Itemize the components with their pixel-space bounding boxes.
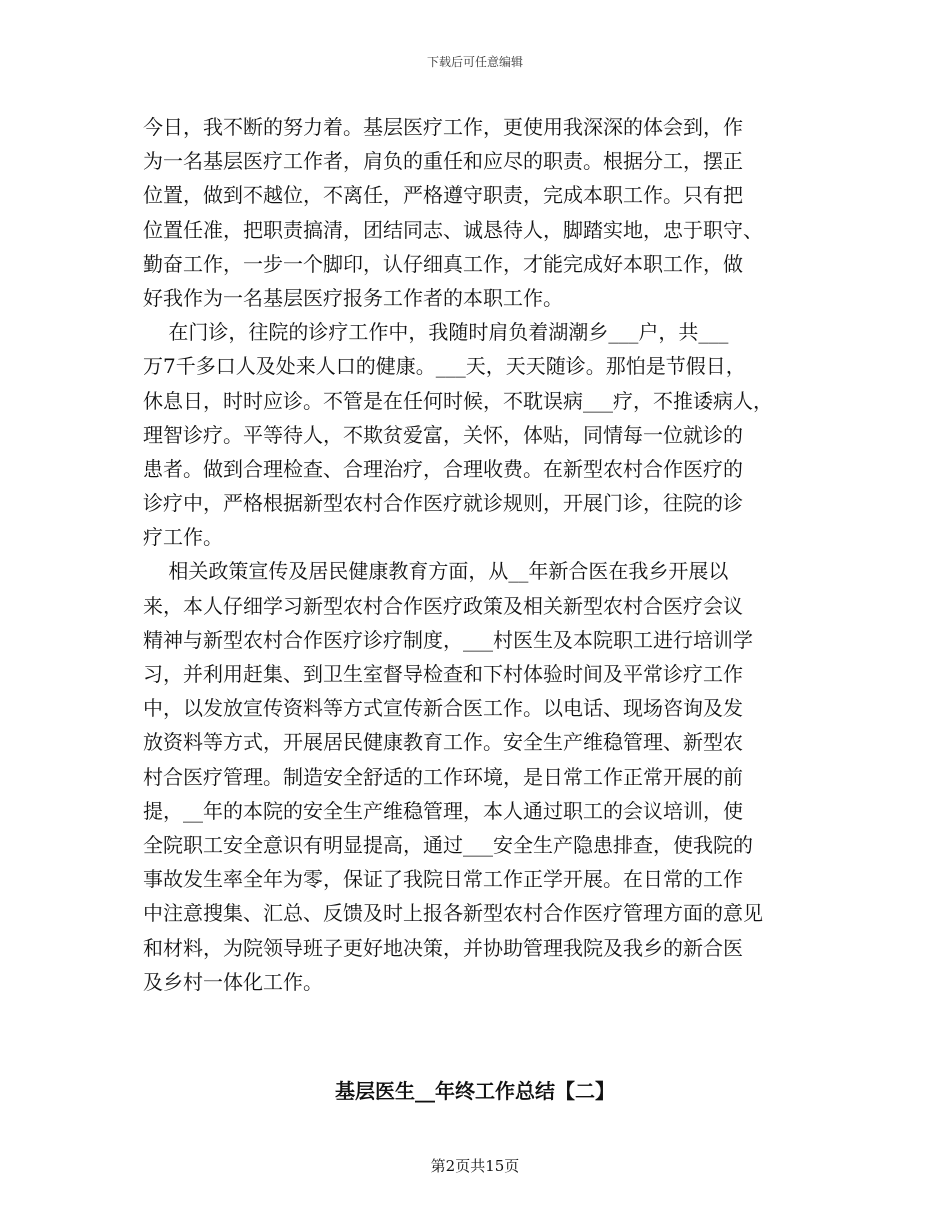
text-line: 和材料，为院领导班子更好地决策，并协助管理我院及我乡的新合医 <box>143 935 743 960</box>
text-line: 为一名基层医疗工作者，肩负的重任和应尽的职责。根据分工，摆正 <box>143 149 743 174</box>
text-line: 位置，做到不越位，不离任，严格遵守职责，完成本职工作。只有把 <box>143 183 743 208</box>
text-line: 中注意搜集、汇总、反馈及时上报各新型农村合作医疗管理方面的意见 <box>143 901 763 926</box>
text-line: 勤奋工作，一步一个脚印，认仔细真工作，才能完成好本职工作，做 <box>143 251 743 276</box>
text-line: 今日，我不断的努力着。基层医疗工作，更使用我深深的体会到，作 <box>143 115 743 139</box>
text-line: 村合医疗管理。制造安全舒适的工作环境，是日常工作正常开展的前 <box>143 764 743 789</box>
text-line: 事故发生率全年为零，保证了我院日常工作正学开展。在日常的工作 <box>143 867 743 892</box>
text-line: 放资料等方式，开展居民健康教育工作。安全生产维稳管理、新型农 <box>143 730 743 755</box>
page-number: 第2页共15页 <box>430 1157 520 1175</box>
text-line: 诊疗中，严格根据新型农村合作医疗就诊规则，开展门诊，往院的诊 <box>143 491 743 516</box>
text-line: 在门诊，往院的诊疗工作中，我随时肩负着湖潮乡___户，共___ <box>143 320 729 345</box>
text-line: 位置任准，把职责搞清，团结同志、诚恳待人，脚踏实地，忠于职守、 <box>143 217 763 242</box>
text-line: 及乡村一体化工作。 <box>143 969 323 994</box>
section-heading: 基层医生__年终工作总结【二】 <box>335 1079 615 1103</box>
body-text <box>143 110 813 999</box>
text-line: 理智诊疗。平等待人，不欺贫爱富，关怀，体贴，同情每一位就诊的 <box>143 422 743 447</box>
text-line: 休息日，时时应诊。不管是在任何时候，不耽误病___疗，不推诿病人， <box>143 388 773 413</box>
text-line: 相关政策宣传及居民健康教育方面，从__年新合医在我乡开展以 <box>143 559 729 584</box>
text-line: 来，本人仔细学习新型农村合作医疗政策及相关新型农村合医疗会议 <box>143 593 743 618</box>
text-line: 万7千多口人及处来人口的健康。___天，天天随诊。那怕是节假日， <box>143 354 746 379</box>
text-line: 习，并利用赶集、到卫生室督导检查和下村体验时间及平常诊疗工作 <box>143 662 743 686</box>
page-header: 下载后可任意编辑 <box>426 55 523 69</box>
text-line: 疗工作。 <box>143 525 223 550</box>
text-line: 全院职工安全意识有明显提高，通过___安全生产隐患排查，使我院的 <box>143 832 753 857</box>
text-line: 提，__年的本院的安全生产维稳管理，本人通过职工的会议培训，使 <box>143 798 743 823</box>
text-line: 中，以发放宣传资料等方式宣传新合医工作。以电话、现场咨询及发 <box>143 696 743 721</box>
text-line: 好我作为一名基层医疗报务工作者的本职工作。 <box>143 285 563 310</box>
text-line: 患者。做到合理检查、合理治疗，合理收费。在新型农村合作医疗的 <box>143 456 743 481</box>
text-line: 精神与新型农村合作医疗诊疗制度，___村医生及本院职工进行培训学 <box>143 627 753 652</box>
